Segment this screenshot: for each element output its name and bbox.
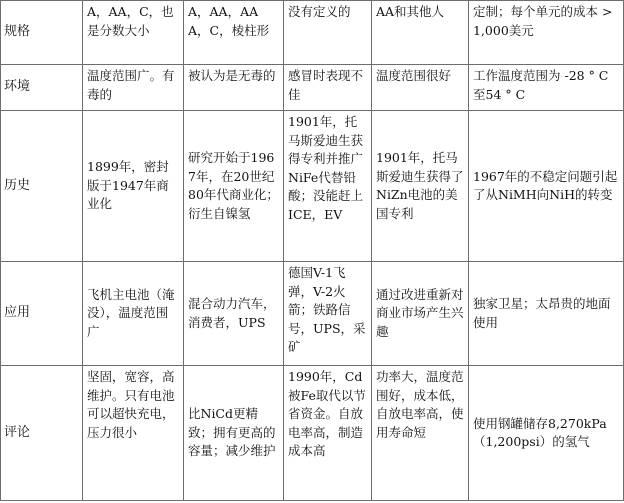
- table-cell: A，AA，C，也是分数大小: [83, 1, 184, 65]
- table-cell: AA和其他人: [372, 1, 469, 65]
- table-cell: 德国V-1飞弹，V-2火箭；铁路信号，UPS，采矿: [284, 262, 372, 366]
- table-cell: 定制；每个单元的成本 > 1,000美元: [469, 1, 624, 65]
- table-cell: 感冒时表现不佳: [284, 65, 372, 111]
- table-cell: 1899年，密封版于1947年商业化: [83, 111, 184, 262]
- table-cell: 混合动力汽车，消费者，UPS: [184, 262, 284, 366]
- table-cell: 1967年的不稳定问题引起了从NiMH向NiH的转变: [469, 111, 624, 262]
- table-cell: 比NiCd更精致；拥有更高的容量；减少维护: [184, 366, 284, 501]
- table-cell: 研究开始于1967年，在20世纪80年代商业化；衍生自镍氢: [184, 111, 284, 262]
- row-label-application: 应用: [1, 262, 83, 366]
- table-cell: 坚固，宽容，高维护。只有电池可以超快充电，压力很小: [83, 366, 184, 501]
- row-label-environment: 环境: [1, 65, 83, 111]
- table-cell: 被认为是无毒的: [184, 65, 284, 111]
- table-row-environment: [1, 65, 624, 111]
- row-label-comments: 评论: [1, 366, 83, 501]
- table-cell: 功率大，温度范围好，成本低，自放电率高，使用寿命短: [372, 366, 469, 501]
- table-cell: A，AA，AAA，C，棱柱形: [184, 1, 284, 65]
- table-cell: 使用钢罐储存8,270kPa（1,200psi）的氢气: [469, 366, 624, 501]
- table-cell: 1901年，托马斯爱迪生获得了NiZn电池的美国专利: [372, 111, 469, 262]
- table-row-application: [1, 262, 624, 366]
- row-label-history: 历史: [1, 111, 83, 262]
- table-cell: 通过改进重新对商业市场产生兴趣: [372, 262, 469, 366]
- table-cell: 没有定义的: [284, 1, 372, 65]
- table-row-spec: [1, 1, 624, 65]
- table-cell: 飞机主电池（淹没），温度范围广: [83, 262, 184, 366]
- table-row-history: [1, 111, 624, 262]
- table-cell: 1901年，托马斯爱迪生获得专利并推广NiFe代替铅酸；没能赶上ICE，EV: [284, 111, 372, 262]
- table-cell: 独家卫星；太昂贵的地面使用: [469, 262, 624, 366]
- table-row-comments: [1, 366, 624, 501]
- table-cell: 1990年，Cd被Fe取代以节省资金。自放电率高，制造成本高: [284, 366, 372, 501]
- table-cell: 温度范围广。有毒的: [83, 65, 184, 111]
- row-label-spec: 规格: [1, 1, 83, 65]
- table-cell: 工作温度范围为 -28 ° C至54 ° C: [469, 65, 624, 111]
- table-cell: 温度范围很好: [372, 65, 469, 111]
